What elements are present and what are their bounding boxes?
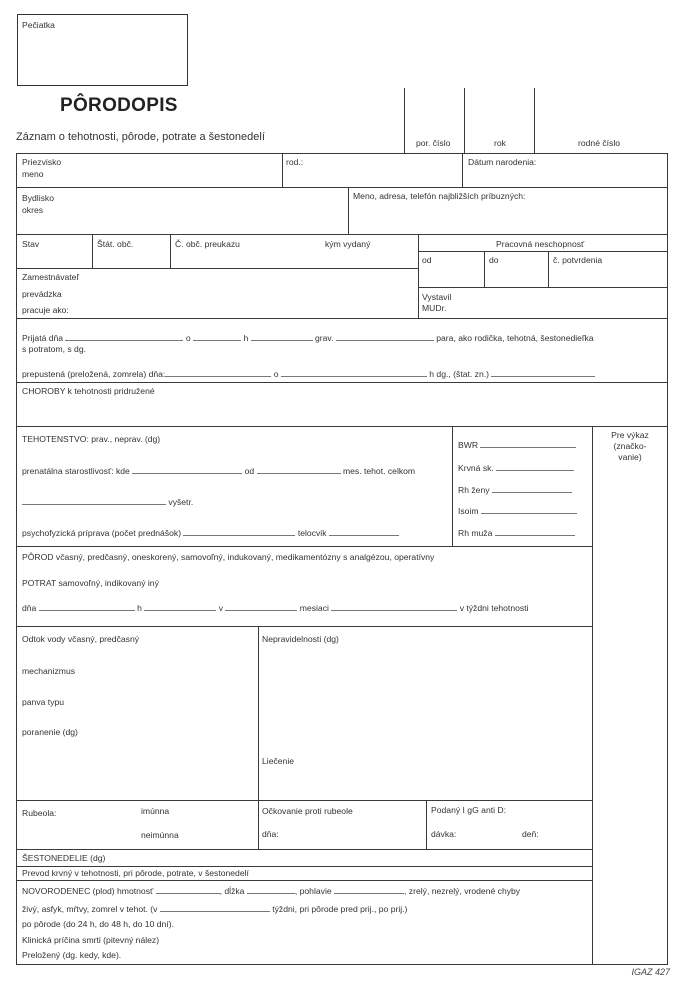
treatment-label: Liečenie xyxy=(262,756,295,766)
cert-no-label: č. potvrdenia xyxy=(553,255,603,265)
death-cause-label: Klinická príčina smrti (pitevný nález) xyxy=(22,935,160,945)
discharge-line: prepustená (preložená, zomrela) dňa: o h dg., (štat. zn.) xyxy=(22,368,595,380)
water-label: Odtok vody včasný, predčasný xyxy=(22,634,140,644)
address-label: Bydlisko xyxy=(22,193,54,203)
pelvis-label: panva typu xyxy=(22,697,65,707)
igg-label: Podaný I gG anti D: xyxy=(431,805,506,815)
isoim-line: Isoim xyxy=(458,505,577,517)
works-as-label: pracuje ako: xyxy=(22,305,69,315)
exams-line: vyšetr. xyxy=(22,496,193,508)
prenatal-line: prenatálna starostlivosť: kde od mes. tehot. celkom xyxy=(22,466,416,476)
puerperium-label: ŠESTONEDELIE (dg) xyxy=(22,853,106,863)
issued-by-doc-label: Vystavil xyxy=(422,292,452,302)
rubella-label: Rubeola: xyxy=(22,808,57,818)
newborn-status-line: živý, asfyk, mŕtvy, zomrel v tehot. (v týždni, pri pôrode pred prij., po prij.) xyxy=(22,904,408,914)
dose-label: dávka: xyxy=(431,829,457,839)
psycho-line: psychofyzická príprava (počet prednášok) telocvik xyxy=(22,527,399,539)
page-subtitle: Záznam o tehotnosti, pôrode, potrate a šestonedelí xyxy=(16,131,265,143)
do-label: do xyxy=(489,255,499,265)
issued-by-label: kým vydaný xyxy=(325,239,371,249)
birth-date-line: dňa h v mesiaci v týždni tehotnosti xyxy=(22,603,529,613)
abortion-dg-label: s potratom, s dg. xyxy=(22,344,87,354)
vaccination-day-label: dňa: xyxy=(262,829,279,839)
birth-label: PÔROD včasný, predčasný, oneskorený, samovoľný, indukovaný, medikamentózny s analgézou, operatívny xyxy=(22,552,435,562)
transferred-label: Preložený (dg. kedy, kde). xyxy=(22,950,122,960)
employer-label: Zamestnávateľ xyxy=(22,272,79,282)
stat-label: Štát. obč. xyxy=(97,239,134,249)
dose-day-label: deň: xyxy=(522,829,539,839)
surname-label: Priezvisko xyxy=(22,157,62,167)
branch-label: prevádzka xyxy=(22,289,62,299)
after-birth-label: po pôrode (do 24 h, do 48 h, do 10 dní). xyxy=(22,919,174,929)
col-por-cislo: por. číslo xyxy=(416,138,451,148)
mechanism-label: mechanizmus xyxy=(22,666,76,676)
diseases-label: CHOROBY k tehotnosti pridružené xyxy=(22,386,155,396)
admission-line: Prijatá dňa o h grav. para, ako rodička, tehotná, šestonedieľka xyxy=(22,333,594,343)
newborn-line: NOVORODENEC (plod) hmotnosť , dĺžka , pohlavie , zrelý, nezrelý, vrodené chyby xyxy=(22,886,521,896)
report-title: Pre výkaz xyxy=(611,430,649,440)
bwr-line: BWR xyxy=(458,439,576,451)
mudr-label: MUDr. xyxy=(422,303,447,313)
report-sub1: (značko- xyxy=(613,441,647,451)
vaccination-label: Očkovanie proti rubeole xyxy=(262,806,353,816)
blood-line: Krvná sk. xyxy=(458,462,574,474)
col-rok: rok xyxy=(494,138,506,148)
immune-label: imúnna xyxy=(141,806,170,816)
irregular-label: Nepravidelnosti (dg) xyxy=(262,634,339,644)
form-id: IGAZ 427 xyxy=(631,967,670,977)
rh-woman-line: Rh ženy xyxy=(458,484,572,496)
district-label: okres xyxy=(22,205,44,215)
nonimmune-label: neimúnna xyxy=(141,830,179,840)
col-rodne-cislo: rodné číslo xyxy=(578,138,621,148)
blood-transfer-label: Prevod krvný v tehotnosti, pri pôrode, potrate, v šestonedelí xyxy=(22,868,249,878)
stav-label: Stav xyxy=(22,239,40,249)
injury-label: poranenie (dg) xyxy=(22,727,78,737)
rod-label: rod.: xyxy=(286,157,304,167)
abortion-type-label: POTRAT samovoľný, indikovaný iný xyxy=(22,578,159,588)
page-title: PÔRODOPIS xyxy=(60,95,178,116)
stamp-label: Pečiatka xyxy=(22,20,55,30)
od-label: od xyxy=(422,255,432,265)
report-sub2: vanie) xyxy=(618,452,642,462)
name-label: meno xyxy=(22,169,44,179)
relatives-label: Meno, adresa, telefón najbližších príbuzných: xyxy=(353,191,526,201)
rh-man-line: Rh muža xyxy=(458,527,575,539)
dob-label: Dátum narodenia: xyxy=(468,157,537,167)
pregnancy-label: TEHOTENSTVO: prav., neprav. (dg) xyxy=(22,434,161,444)
id-card-label: Č. obč. preukazu xyxy=(175,239,240,249)
incapacity-label: Pracovná neschopnosť xyxy=(496,239,585,249)
